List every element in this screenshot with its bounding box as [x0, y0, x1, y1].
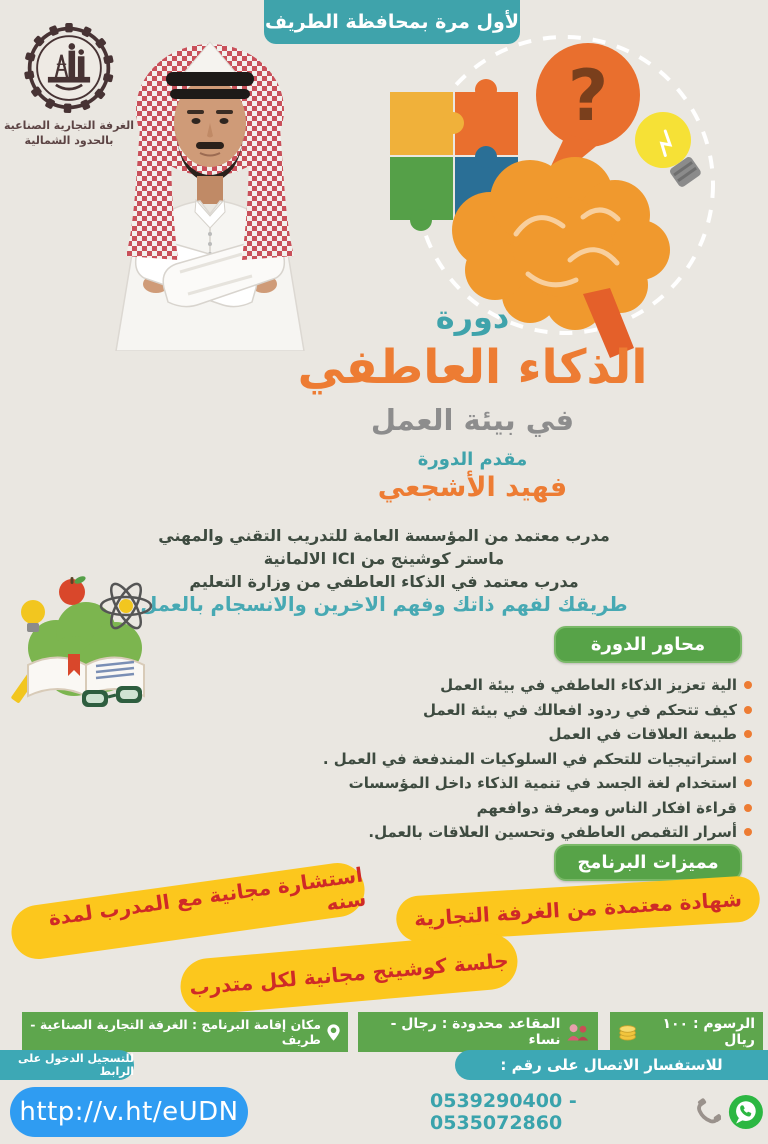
course-subtitle: في بيئة العمل [370, 403, 575, 437]
inquiry-label: للاستفسار الاتصال على رقم : [455, 1050, 768, 1080]
venue-bar [22, 1012, 348, 1052]
presenter-credentials [84, 524, 684, 593]
topic-item: طبيعة العلاقات في العمل [230, 722, 752, 747]
chamber-name-line2: بالحدود الشمالية [24, 134, 114, 147]
venue-text: مكان إقامة البرنامج : الغرفة التجارية الصناعية - طريف [30, 1017, 321, 1047]
topic-item: استخدام لغة الجسد في تنمية الذكاء داخل المؤسسات [230, 771, 752, 796]
topic-item: كيف تتحكم في ردود افعالك في بيئة العمل [230, 698, 752, 723]
svg-text:?: ? [567, 55, 609, 137]
presenter-name: فهيد الأشجعي [377, 472, 568, 503]
topic-item: أسرار التقمص العاطفي وتحسين العلاقات بالعمل. [230, 820, 752, 845]
register-label: للتسجيل الدخول على الرابط [0, 1050, 134, 1080]
bullet-icon [744, 706, 752, 714]
bullet-icon [744, 681, 752, 689]
lightbulb-icon [624, 101, 715, 197]
topic-item: قراءة افكار الناس ومعرفة دوافعهم [230, 796, 752, 821]
course-title: الذكاء العاطفي [297, 340, 648, 395]
registration-url-button[interactable]: http://v.ht/eUDN [10, 1087, 248, 1137]
features-heading: مميزات البرنامج [554, 844, 742, 881]
bullet-icon [744, 730, 752, 738]
first-time-banner: لأول مرة بمحافظة الطريف [264, 0, 520, 44]
feature-coaching: جلسة كوشينج مجانية لكل متدرب [178, 931, 520, 1016]
feature-consultation: استشارة مجانية مع المدرب لمدة سنه [8, 859, 368, 962]
title-block [285, 298, 660, 503]
study-illustration [8, 570, 166, 715]
presenter-label: مقدم الدورة [417, 449, 528, 470]
topics-heading: محاور الدورة [554, 626, 742, 663]
topic-item: الية تعزيز الذكاء العاطفي في بيئة العمل [230, 673, 752, 698]
phone-icon[interactable] [693, 1095, 722, 1129]
topics-list [230, 673, 752, 845]
credential-line: مدرب معتمد في الذكاء العاطفي من وزارة التعليم [189, 572, 579, 591]
bullet-icon [744, 755, 752, 763]
chamber-name-line1: الغرفة التجارية الصناعية [3, 119, 135, 132]
location-pin-icon [327, 1022, 340, 1043]
credential-line: ماستر كوشينج من ICI الالمانية [263, 549, 505, 568]
people-icon [566, 1022, 590, 1042]
seats-text: المقاعد محدودة : رجال - نساء [390, 1016, 561, 1048]
whatsapp-icon[interactable] [728, 1092, 764, 1132]
contact-row [430, 1088, 764, 1136]
feature-certificate: شهادة معتمدة من الغرفة التجارية [395, 875, 761, 943]
seats-bar [358, 1012, 598, 1052]
topic-item: استراتيجيات للتحكم في السلوكيات المندفعة في العمل . [230, 747, 752, 772]
credential-line: مدرب معتمد من المؤسسة العامة للتدريب التقني والمهني [158, 526, 610, 545]
bullet-icon [744, 828, 752, 836]
course-kicker: دورة [435, 298, 510, 336]
course-tagline: طريقك لفهم ذاتك وفهم الاخرين والانسجام بالعمل [140, 593, 628, 616]
bullet-icon [744, 804, 752, 812]
phone-numbers[interactable]: 0539290400 - 0535072860 [430, 1090, 577, 1134]
fees-bar [610, 1012, 763, 1052]
coins-icon [618, 1022, 637, 1042]
bullet-icon [744, 779, 752, 787]
fees-text: الرسوم : ١٠٠ ريال [662, 1016, 755, 1048]
